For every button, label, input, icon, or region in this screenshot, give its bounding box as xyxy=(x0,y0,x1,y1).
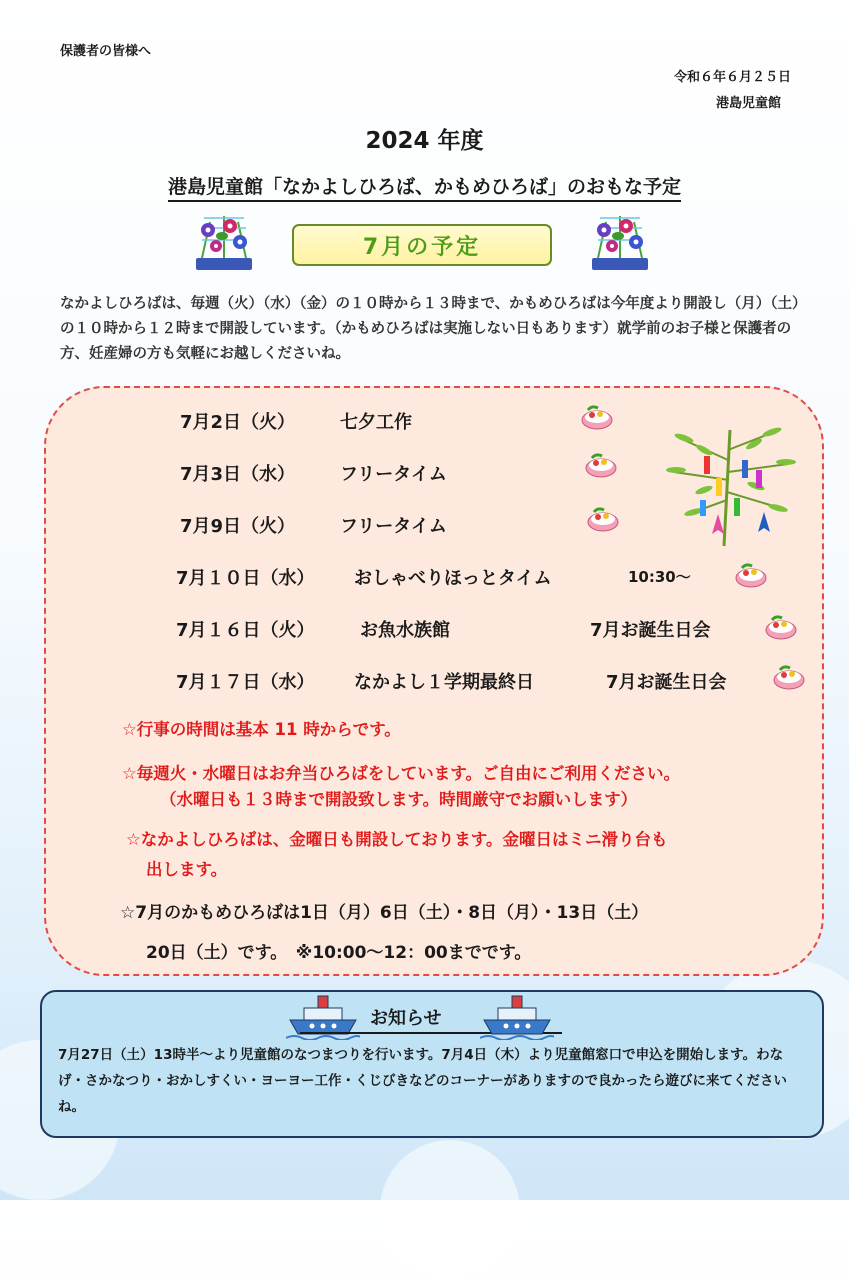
note-friday-cont: 出します。 xyxy=(146,860,228,879)
note-bento-time: （水曜日も１３時まで開設致します。時間厳守でお願いします） xyxy=(160,790,638,809)
schedule-time: 10:30～ xyxy=(628,568,691,586)
schedule-date: 7月１６日（火） xyxy=(176,620,315,641)
note-event-time: ☆行事の時間は基本 11 時からです。 xyxy=(122,720,401,739)
note-friday: ☆なかよしひろばは、金曜日も開設しております。金曜日はミニ滑り台も xyxy=(126,830,668,849)
schedule-date: 7月１０日（水） xyxy=(176,568,315,589)
schedule-date: 7月１７日（水） xyxy=(176,672,315,693)
bento-icon xyxy=(586,506,620,532)
ship-icon xyxy=(480,990,554,1040)
fiscal-year: 2024 年度 xyxy=(365,128,484,154)
kamome-schedule: ☆7月のかもめひろばは1日（月）6日（土）・8日（月）・13日（土） xyxy=(120,903,649,923)
morning-glory-icon xyxy=(190,208,258,276)
note-bento: ☆毎週火・水曜日はお弁当ひろばをしています。ご自由にご利用ください。 xyxy=(122,764,680,783)
page-title-text: 港島児童館「なかよしひろば、かもめひろば」のおもな予定 xyxy=(168,176,681,202)
schedule-event: お魚水族館 xyxy=(360,620,450,641)
page-title xyxy=(0,172,849,199)
schedule-date: 7月3日（水） xyxy=(180,464,296,485)
issue-date: 令和６年６月２５日 xyxy=(673,70,791,85)
bento-icon xyxy=(584,452,618,478)
schedule-date: 7月2日（火） xyxy=(180,412,296,433)
schedule-extra: 7月お誕生日会 xyxy=(590,620,711,641)
schedule-extra: 7月お誕生日会 xyxy=(606,672,727,693)
kamome-schedule-cont: 20日（土）です。 ※10:00～12：00までです。 xyxy=(146,943,532,963)
tanabata-bamboo-icon xyxy=(664,420,798,548)
morning-glory-icon xyxy=(586,208,654,276)
bento-icon xyxy=(764,614,798,640)
notice-title: お知らせ xyxy=(370,1008,442,1029)
schedule-event: おしゃべりほっとタイム xyxy=(354,568,552,589)
greeting: 保護者の皆様へ xyxy=(60,44,152,59)
schedule-event: フリータイム xyxy=(340,516,447,537)
intro-paragraph: なかよしひろばは、毎週（火）（水）（金）の１０時から１３時まで、かもめひろばは今年度より開設し（月）（土）の１０時から１２時まで開設しています。（かもめひろばは実施しない日もあります）就学前のお子様と保護者の方、妊産婦の方も気軽にお越しくださいね。 xyxy=(60,296,800,362)
bento-icon xyxy=(772,664,806,690)
bento-icon xyxy=(580,404,614,430)
schedule-event: なかよし１学期最終日 xyxy=(354,672,534,693)
organization-name: 港島児童館 xyxy=(715,96,781,111)
schedule-event: フリータイム xyxy=(340,464,447,485)
schedule-event: 七夕工作 xyxy=(340,412,412,433)
schedule-date: 7月9日（火） xyxy=(180,516,296,537)
background-decoration xyxy=(380,1140,520,1280)
month-schedule-heading: 7月の予定 xyxy=(292,224,552,266)
bento-icon xyxy=(734,562,768,588)
notice-text: 7月27日（土）13時半～より児童館のなつまつりを行います。7月4日（木）より児童館窓口で申込を開始します。わなげ・さかなつり・おかしすくい・ヨーヨー工作・くじびきなどのコーナーがありますので良かったら遊びに来てくださいね。 xyxy=(58,1047,787,1115)
